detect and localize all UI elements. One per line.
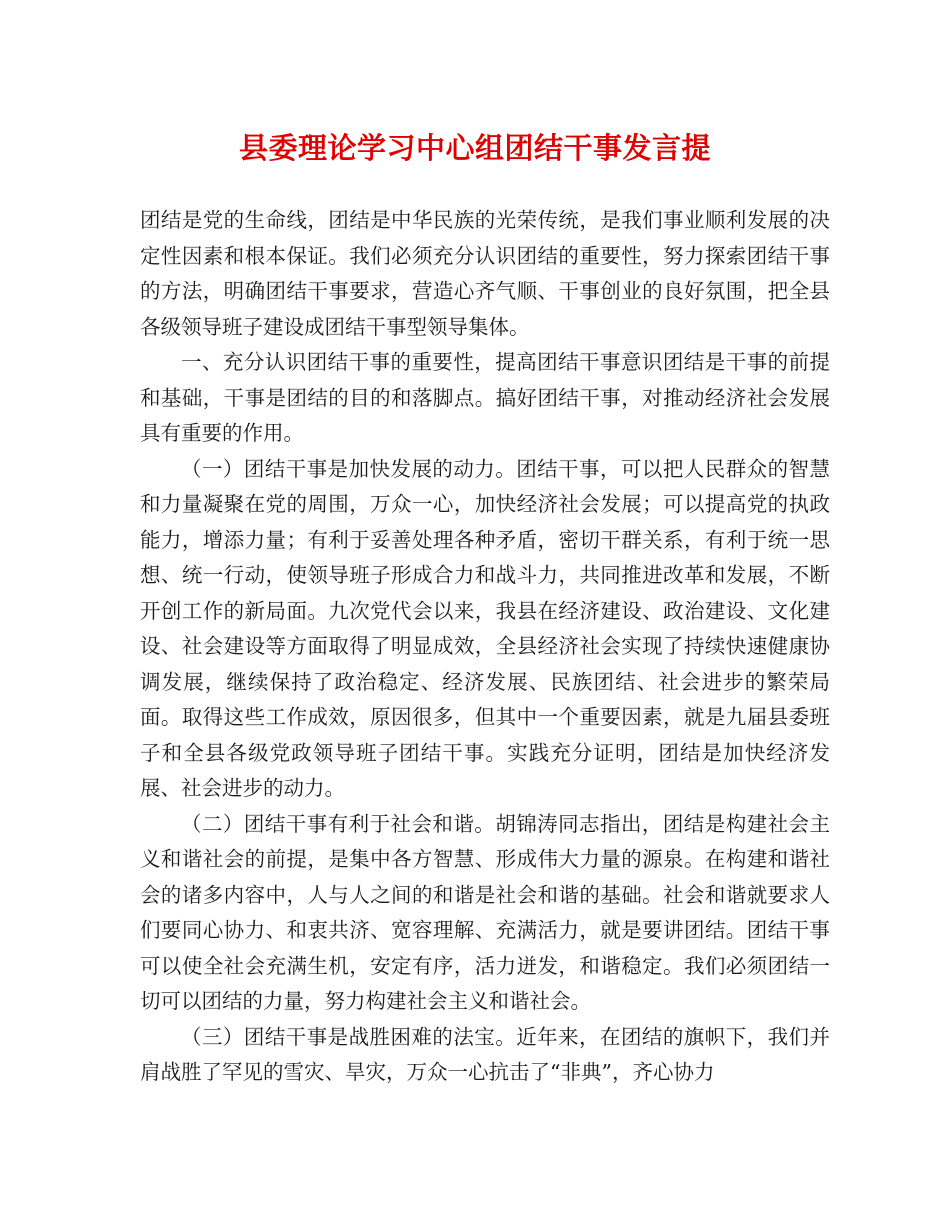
paragraph-section-one: 一、充分认识团结干事的重要性，提高团结干事意识团结是干事的前提和基础，干事是团结的目的和落脚点。搞好团结干事，对推动经济社会发展具有重要的作用。: [140, 350, 830, 445]
paragraph-point-three: （三）团结干事是战胜困难的法宝。近年来，在团结的旗帜下，我们并肩战胜了罕见的雪灾、旱灾，万众一心抗击了“非典”，齐心协力: [140, 1024, 830, 1084]
document-title: 县委理论学习中心组团结干事发言提: [238, 131, 711, 165]
paragraph-point-one: （一）团结干事是加快发展的动力。团结干事，可以把人民群众的智慧和力量凝聚在党的周围，万众一心，加快经济社会发展；可以提高党的执政能力，增添力量；有利于妥善处理各种矛盾，密切干群关系，有利于统一思想、统一行动，使领导班子形成合力和战斗力，共同推进改革和发展，不断开创工作的新局面。九次党代会以来，我县在经济建设、政治建设、文化建设、社会建设等方面取得了明显成效，全县经济社会实现了持续快速健康协调发展，继续保持了政治稳定、经济发展、民族团结、社会进步的繁荣局面。取得这些工作成效，原因很多，但其中一个重要因素，就是九届县委班子和全县各级党政领导班子团结干事。实践充分证明，团结是加快经济发展、社会进步的动力。: [140, 456, 830, 800]
paragraph-intro: 团结是党的生命线，团结是中华民族的光荣传统，是我们事业顺利发展的决定性因素和根本保证。我们必须充分认识团结的重要性，努力探索团结干事的方法，明确团结干事要求，营造心齐气顺、干事创业的良好氛围，把全县各级领导班子建设成团结干事型领导集体。: [140, 208, 830, 339]
paragraph-point-two: （二）团结干事有利于社会和谐。胡锦涛同志指出，团结是构建社会主义和谐社会的前提，是集中各方智慧、形成伟大力量的源泉。在构建和谐社会的诸多内容中，人与人之间的和谐是社会和谐的基础。社会和谐就要求人们要同心协力、和衷共济、宽容理解、充满活力，就是要讲团结。团结干事可以使全社会充满生机，安定有序，活力迸发，和谐稳定。我们必须团结一切可以团结的力量，努力构建社会主义和谐社会。: [140, 811, 830, 1013]
document-body: [140, 203, 830, 1091]
